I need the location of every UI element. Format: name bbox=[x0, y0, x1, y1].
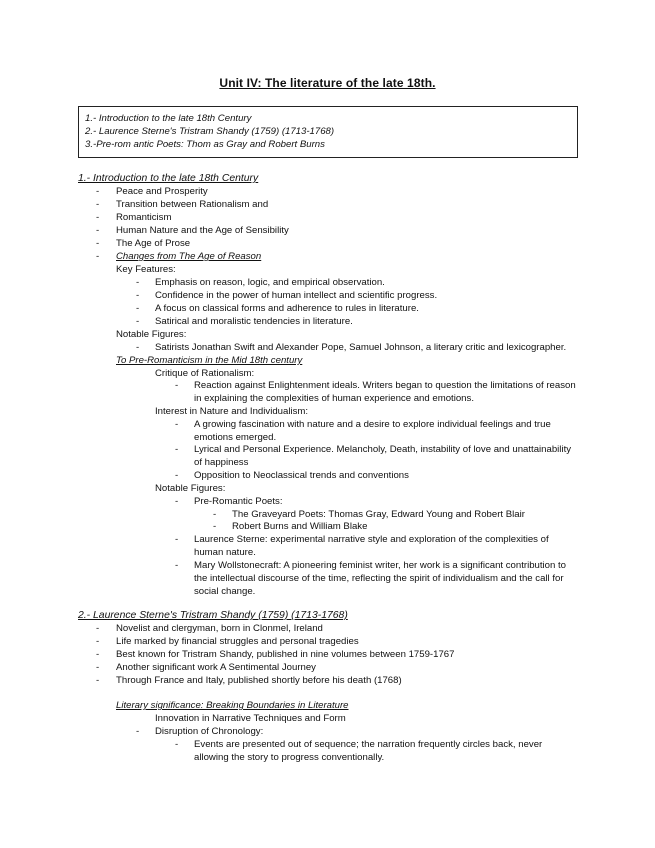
bullet-dash: - bbox=[136, 290, 140, 301]
list-item: Peace and Prosperity bbox=[116, 186, 208, 197]
pre-romantic-poets-label: Pre-Romantic Poets: bbox=[194, 496, 283, 507]
list-item-cont: human nature. bbox=[194, 547, 256, 558]
bullet-dash: - bbox=[96, 623, 100, 634]
toc-item: 1.- Introduction to the late 18th Century bbox=[85, 113, 252, 124]
bullet-dash: - bbox=[175, 534, 179, 545]
list-item-cont: allowing the story to progress conventionally. bbox=[194, 752, 385, 763]
bullet-dash: - bbox=[175, 739, 179, 750]
list-item-cont: emotions emerged. bbox=[194, 432, 277, 443]
innovation-label: Innovation in Narrative Techniques and Form bbox=[155, 713, 346, 724]
list-item-cont: the intellectual discourse of the time, reflecting the spirit of individualism and the call for bbox=[194, 573, 564, 584]
subsection-title: To Pre-Romanticism in the Mid 18th century bbox=[116, 355, 303, 366]
list-item-cont: social change. bbox=[194, 586, 256, 597]
critique-label: Critique of Rationalism: bbox=[155, 368, 255, 379]
toc-item: 2.- Laurence Sterne's Tristram Shandy (1759) (1713-1768) bbox=[85, 125, 335, 137]
list-item: Human Nature and the Age of Sensibility bbox=[116, 225, 289, 236]
bullet-dash: - bbox=[175, 470, 179, 481]
list-item: The Age of Prose bbox=[116, 238, 191, 249]
list-item: Opposition to Neoclassical trends and conventions bbox=[194, 470, 409, 481]
list-item: Romanticism bbox=[116, 212, 172, 223]
bullet-dash: - bbox=[96, 662, 100, 673]
list-item: Another significant work A Sentimental Journey bbox=[116, 662, 316, 673]
disruption-label: Disruption of Chronology: bbox=[155, 726, 264, 737]
list-item: Events are presented out of sequence; the narration frequently circles back, never bbox=[194, 739, 543, 750]
bullet-dash: - bbox=[175, 444, 179, 455]
list-item: Best known for Tristram Shandy, published in nine volumes between 1759-1767 bbox=[116, 649, 455, 660]
subsection-title: Changes from The Age of Reason bbox=[116, 251, 262, 262]
list-item: Lyrical and Personal Experience. Melancholy, Death, instability of love and unattainability bbox=[194, 444, 572, 455]
list-item: Satirical and moralistic tendencies in literature. bbox=[155, 316, 353, 327]
list-item: Laurence Sterne: experimental narrative style and exploration of the complexities of bbox=[194, 534, 549, 545]
bullet-dash: - bbox=[96, 636, 100, 647]
list-item: Robert Burns and William Blake bbox=[232, 521, 368, 532]
bullet-dash: - bbox=[96, 225, 100, 236]
notable-figures-label: Notable Figures: bbox=[116, 329, 187, 340]
list-item: Novelist and clergyman, born in Clonmel, Ireland bbox=[116, 623, 323, 634]
list-item: Through France and Italy, published shortly before his death (1768) bbox=[116, 675, 402, 686]
bullet-dash: - bbox=[136, 303, 140, 314]
list-item: Reaction against Enlightenment ideals. Writers began to question the limitations of reason bbox=[194, 380, 576, 391]
bullet-dash: - bbox=[96, 675, 100, 686]
list-item-cont: in explaining the complexities of human experience and emotions. bbox=[194, 393, 474, 404]
list-item: The Graveyard Poets: Thomas Gray, Edward Young and Robert Blair bbox=[232, 509, 525, 520]
page-title: Unit IV: The literature of the late 18th. bbox=[219, 76, 436, 90]
list-item: Emphasis on reason, logic, and empirical observation. bbox=[155, 277, 385, 288]
bullet-dash: - bbox=[96, 649, 100, 660]
list-item: A growing fascination with nature and a desire to explore individual feelings and true bbox=[194, 419, 551, 430]
bullet-dash: - bbox=[175, 380, 179, 391]
notable-figures-label: Notable Figures: bbox=[155, 483, 226, 494]
list-item-cont: of happiness bbox=[194, 457, 249, 468]
nature-label: Interest in Nature and Individualism: bbox=[155, 406, 309, 417]
list-item: Confidence in the power of human intellect and scientific progress. bbox=[155, 290, 438, 301]
bullet-dash: - bbox=[213, 509, 217, 520]
bullet-dash: - bbox=[136, 342, 140, 353]
bullet-dash: - bbox=[175, 496, 179, 507]
bullet-dash: - bbox=[136, 277, 140, 288]
table-of-contents bbox=[78, 106, 578, 158]
list-item: A focus on classical forms and adherence to rules in literature. bbox=[155, 303, 419, 314]
list-item: Transition between Rationalism and bbox=[116, 199, 269, 210]
list-item: Mary Wollstonecraft: A pioneering feminist writer, her work is a significant contribution to bbox=[194, 560, 567, 571]
list-item: Life marked by financial struggles and personal tragedies bbox=[116, 636, 359, 647]
bullet-dash: - bbox=[136, 316, 140, 327]
section-2-heading: 2.- Laurence Sterne's Tristram Shandy (1759) (1713-1768) bbox=[78, 610, 348, 621]
subsection-title: Literary significance: Breaking Boundaries in Literature bbox=[116, 700, 349, 711]
bullet-dash: - bbox=[96, 186, 100, 197]
toc-item: 3.-Pre-rom antic Poets: Thom as Gray and Robert Burns bbox=[85, 138, 325, 150]
bullet-dash: - bbox=[96, 238, 100, 249]
list-item: Satirists Jonathan Swift and Alexander Pope, Samuel Johnson, a literary critic and lexicographer. bbox=[155, 342, 567, 353]
bullet-dash: - bbox=[136, 726, 140, 737]
bullet-dash: - bbox=[175, 560, 179, 571]
section-1-heading: 1.- Introduction to the late 18th Century bbox=[78, 173, 259, 184]
bullet-dash: - bbox=[213, 521, 217, 532]
key-features-label: Key Features: bbox=[116, 264, 176, 275]
bullet-dash: - bbox=[96, 251, 100, 262]
bullet-dash: - bbox=[96, 199, 100, 210]
bullet-dash: - bbox=[96, 212, 100, 223]
bullet-dash: - bbox=[175, 419, 179, 430]
